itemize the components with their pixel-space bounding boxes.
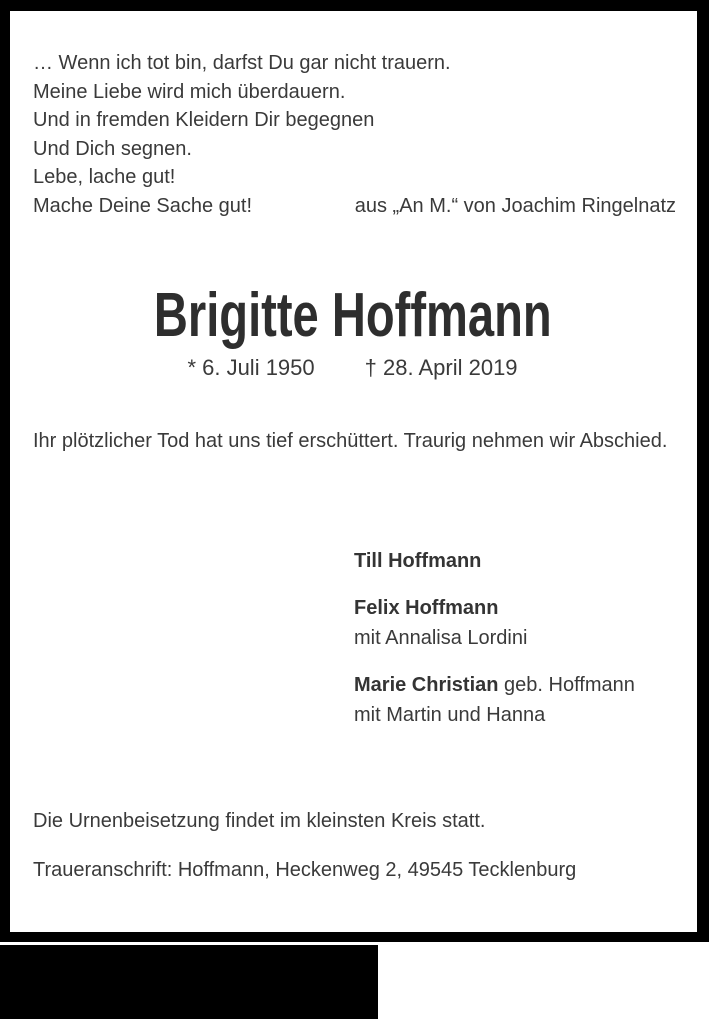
address-note: Traueranschrift: Hoffmann, Heckenweg 2, 49545 Tecklenburg bbox=[33, 859, 577, 881]
burial-note: Die Urnenbeisetzung findet im kleinsten Kreis statt. bbox=[33, 810, 486, 832]
mourner-name-line bbox=[354, 546, 635, 576]
mourner-name-suffix: geb. Hoffmann bbox=[498, 674, 635, 696]
farewell-text: Ihr plötzlicher Tod hat uns tief erschüttert. Traurig nehmen wir Abschied. bbox=[33, 430, 668, 452]
birth-date: * 6. Juli 1950 bbox=[187, 355, 315, 380]
poem-last-row bbox=[33, 192, 676, 221]
deceased-name-title bbox=[10, 281, 695, 350]
mourners-list bbox=[354, 546, 635, 747]
poem-line: Und in fremden Kleidern Dir begegnen bbox=[33, 109, 375, 131]
death-date: † 28. April 2019 bbox=[364, 355, 518, 380]
mourner-name: Till Hoffmann bbox=[354, 550, 482, 572]
deceased-name-text: Brigitte Hoffmann bbox=[153, 281, 552, 350]
mourner-name: Marie Christian bbox=[354, 674, 499, 696]
poem bbox=[33, 49, 676, 220]
mourner-detail: mit Annalisa Lordini bbox=[354, 627, 528, 649]
bottom-redaction-block bbox=[0, 945, 378, 1019]
mourner-detail: mit Martin und Hanna bbox=[354, 704, 546, 726]
poem-line: Mache Deine Sache gut! bbox=[33, 194, 253, 217]
poem-attribution: aus „An M.“ von Joachim Ringelnatz bbox=[354, 194, 676, 217]
poem-line: … Wenn ich tot bin, darfst Du gar nicht trauern. bbox=[33, 52, 451, 74]
poem-line: Und Dich segnen. bbox=[33, 137, 192, 160]
mourner-name-line bbox=[354, 593, 635, 623]
mourner-name: Felix Hoffmann bbox=[354, 597, 499, 619]
mourner-name-line bbox=[354, 670, 635, 700]
life-dates bbox=[10, 355, 695, 381]
poem-line: Meine Liebe wird mich überdauern. bbox=[33, 80, 346, 103]
mourner-group bbox=[354, 670, 635, 730]
mourner-group bbox=[354, 546, 635, 576]
poem-line: Lebe, lache gut! bbox=[33, 166, 176, 188]
mourner-group bbox=[354, 593, 635, 653]
